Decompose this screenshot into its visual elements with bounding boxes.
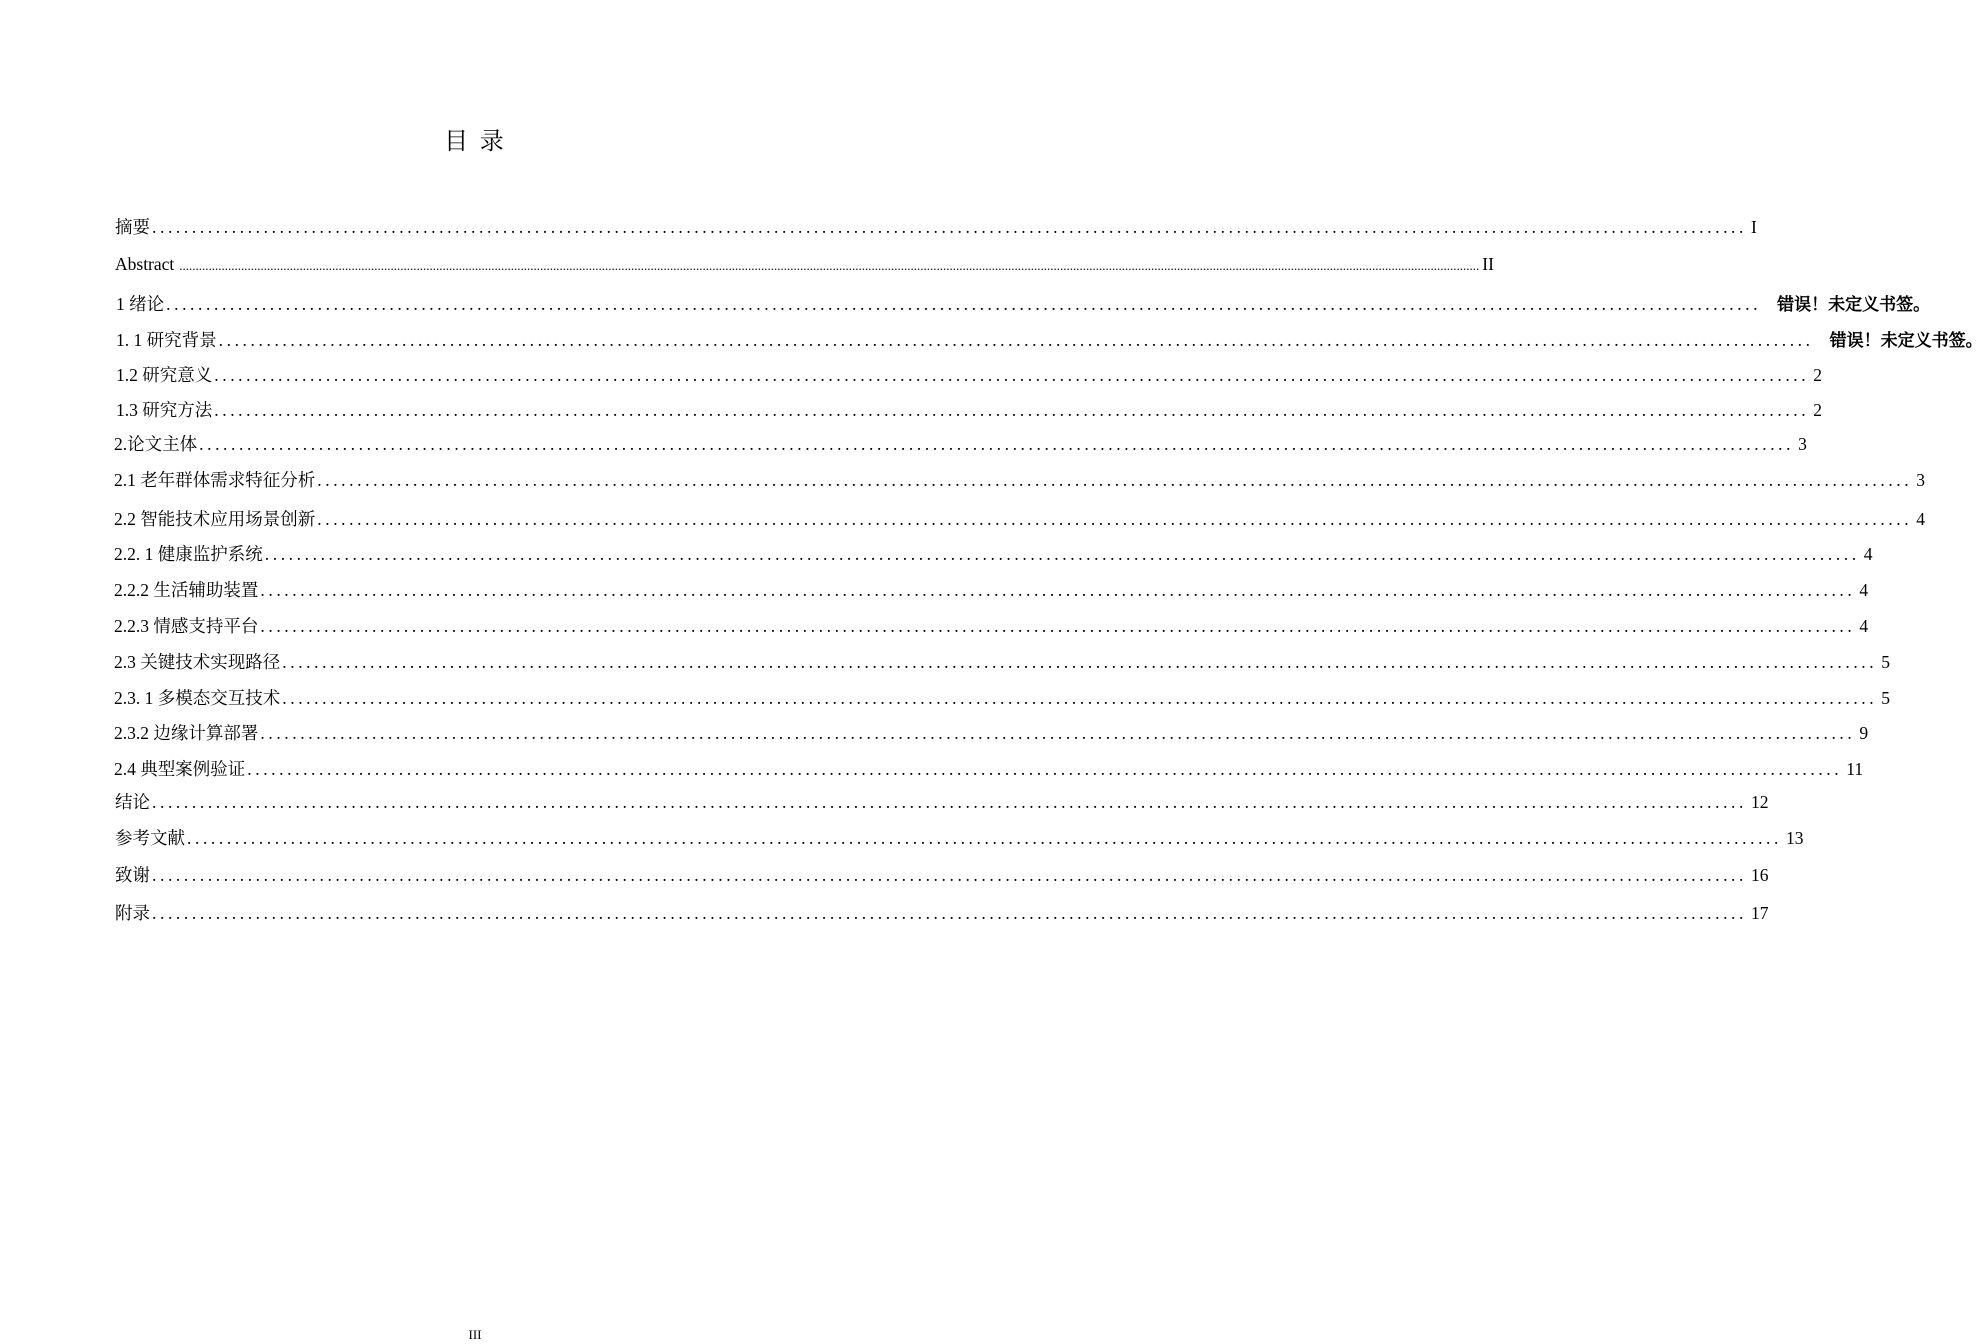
dot-leader: ........................................................................................................................................................................................................ [264,544,1860,564]
dot-leader: ........................................................................................................................................................................................................ [260,580,1856,600]
toc-entry-label: 2.2 智能技术应用场景创新 [114,509,316,529]
toc-entry-page: 16 [1751,865,1769,885]
dot-leader: ........................................................................................................................................................................................................ [317,509,1913,529]
toc-entry-page: 2 [1813,365,1822,385]
toc-entry-page: 4 [1859,580,1869,600]
toc-entry-page: 2 [1813,400,1822,420]
toc-entry-label: 致谢 [115,865,150,885]
toc-entry-label: 2.3. 1 多模态交互技术 [114,688,281,708]
dot-leader: ........................................................................................................................................................................................................ [199,434,1795,454]
toc-entry-label: 1 绪论 [116,294,165,314]
dot-leader: ........................................................................................................................................................................................................ [214,365,1810,385]
dot-leader: ........................................................................................................................................................................................................ [214,400,1810,420]
toc-entry-label: 1. 1 研究背景 [116,330,217,350]
toc-entry-label: 参考文献 [115,828,185,848]
toc-entry-appendix[interactable] [115,900,1769,925]
toc-entry-page: 4 [1916,509,1925,529]
page-number-footer: III [468,1327,482,1342]
dot-leader: ........................................................................................................................................................................................................ [317,470,1913,490]
toc-entry-ch2[interactable] [114,431,1807,456]
dot-leader: ........................................................................................................................................................................................................ [152,217,1747,237]
toc-entry-page: 11 [1846,759,1864,779]
toc-entry-label: 附录 [115,903,150,923]
toc-entry-acknowledgements[interactable] [115,862,1769,887]
dot-leader: ........................................................................................................................................................................................................ [247,759,1843,779]
toc-entry-label: 摘要 [115,217,150,237]
toc-entry-label: 2.2.2 生活辅助装置 [114,580,259,600]
toc-entry-2-2[interactable] [114,506,1925,531]
toc-entry-abstract-en[interactable] [115,254,1494,275]
toc-entry-page: 5 [1881,688,1890,708]
toc-entry-page: 13 [1786,828,1804,848]
toc-entry-label: Abstract [115,254,175,274]
toc-entry-2-1[interactable] [114,467,1925,492]
toc-entry-page-error: 错误！未定义书签。 [1777,295,1931,315]
dot-leader: ........................................................................................................................................................................................................ [152,903,1747,923]
toc-entry-page: 9 [1859,723,1869,743]
toc-entry-2-4[interactable] [114,756,1864,781]
dot-leader: ........................................................................................................................................................................................................ [282,688,1878,708]
toc-entry-label: 2.2.3 情感支持平台 [114,616,259,636]
toc-entry-2-3[interactable] [114,649,1890,674]
toc-entry-references[interactable] [115,825,1804,850]
toc-entry-page: 12 [1751,792,1769,812]
toc-entry-2-2-3[interactable] [114,613,1869,638]
toc-title: 目 录 [444,127,506,155]
dot-leader: ........................................................................................................................................................................................................ [152,865,1747,885]
toc-entry-1-3[interactable] [116,397,1822,422]
toc-entry-abstract-cn[interactable] [115,214,1757,239]
toc-entry-label: 2.2. 1 健康监护系统 [114,544,263,564]
toc-entry-page: 3 [1916,470,1925,490]
toc-entry-label: 1.2 研究意义 [116,365,213,385]
dot-leader: ........................................................................................................................................................................................................ [260,616,1856,636]
toc-entry-label: 2.1 老年群体需求特征分析 [114,470,316,490]
toc-entry-page: 5 [1881,652,1890,672]
dot-leader: ........................................................................................................................................................................................................ [187,828,1782,848]
toc-entry-page: 4 [1859,616,1869,636]
toc-entry-label: 2.论文主体 [114,434,198,454]
toc-entry-label: 2.3.2 边缘计算部署 [114,723,259,743]
dot-leader: ........................................................................................................................................................................................................ [166,294,1762,314]
toc-entry-page: I [1751,217,1757,237]
toc-entry-1-2[interactable] [116,362,1822,387]
toc-entry-2-3-1[interactable] [114,685,1890,710]
dot-leader: ................................................................................................................................................................................................................................................................................................................................................................................................................ [179,258,1480,273]
dot-leader: ........................................................................................................................................................................................................ [218,330,1814,350]
dot-leader: ........................................................................................................................................................................................................ [152,792,1747,812]
toc-entry-page: 4 [1863,544,1873,564]
toc-entry-page: 3 [1798,434,1807,454]
toc-entry-label: 1.3 研究方法 [116,400,213,420]
dot-leader: ........................................................................................................................................................................................................ [260,723,1856,743]
toc-entry-2-2-2[interactable] [114,577,1869,602]
toc-entry-label: 2.3 关键技术实现路径 [114,652,281,672]
toc-entry-page: II [1482,254,1494,274]
toc-entry-2-3-2[interactable] [114,720,1869,745]
dot-leader: ........................................................................................................................................................................................................ [282,652,1878,672]
toc-entry-conclusion[interactable] [115,789,1769,814]
toc-entry-page-error: 错误！未定义书签。 [1829,331,1983,351]
toc-entry-page: 17 [1751,903,1769,923]
toc-entry-1-1[interactable] [116,326,1983,352]
toc-entry-ch1[interactable] [116,290,1931,316]
toc-entry-2-2-1[interactable] [114,541,1873,566]
toc-entry-label: 2.4 典型案例验证 [114,759,246,779]
toc-entry-label: 结论 [115,792,150,812]
